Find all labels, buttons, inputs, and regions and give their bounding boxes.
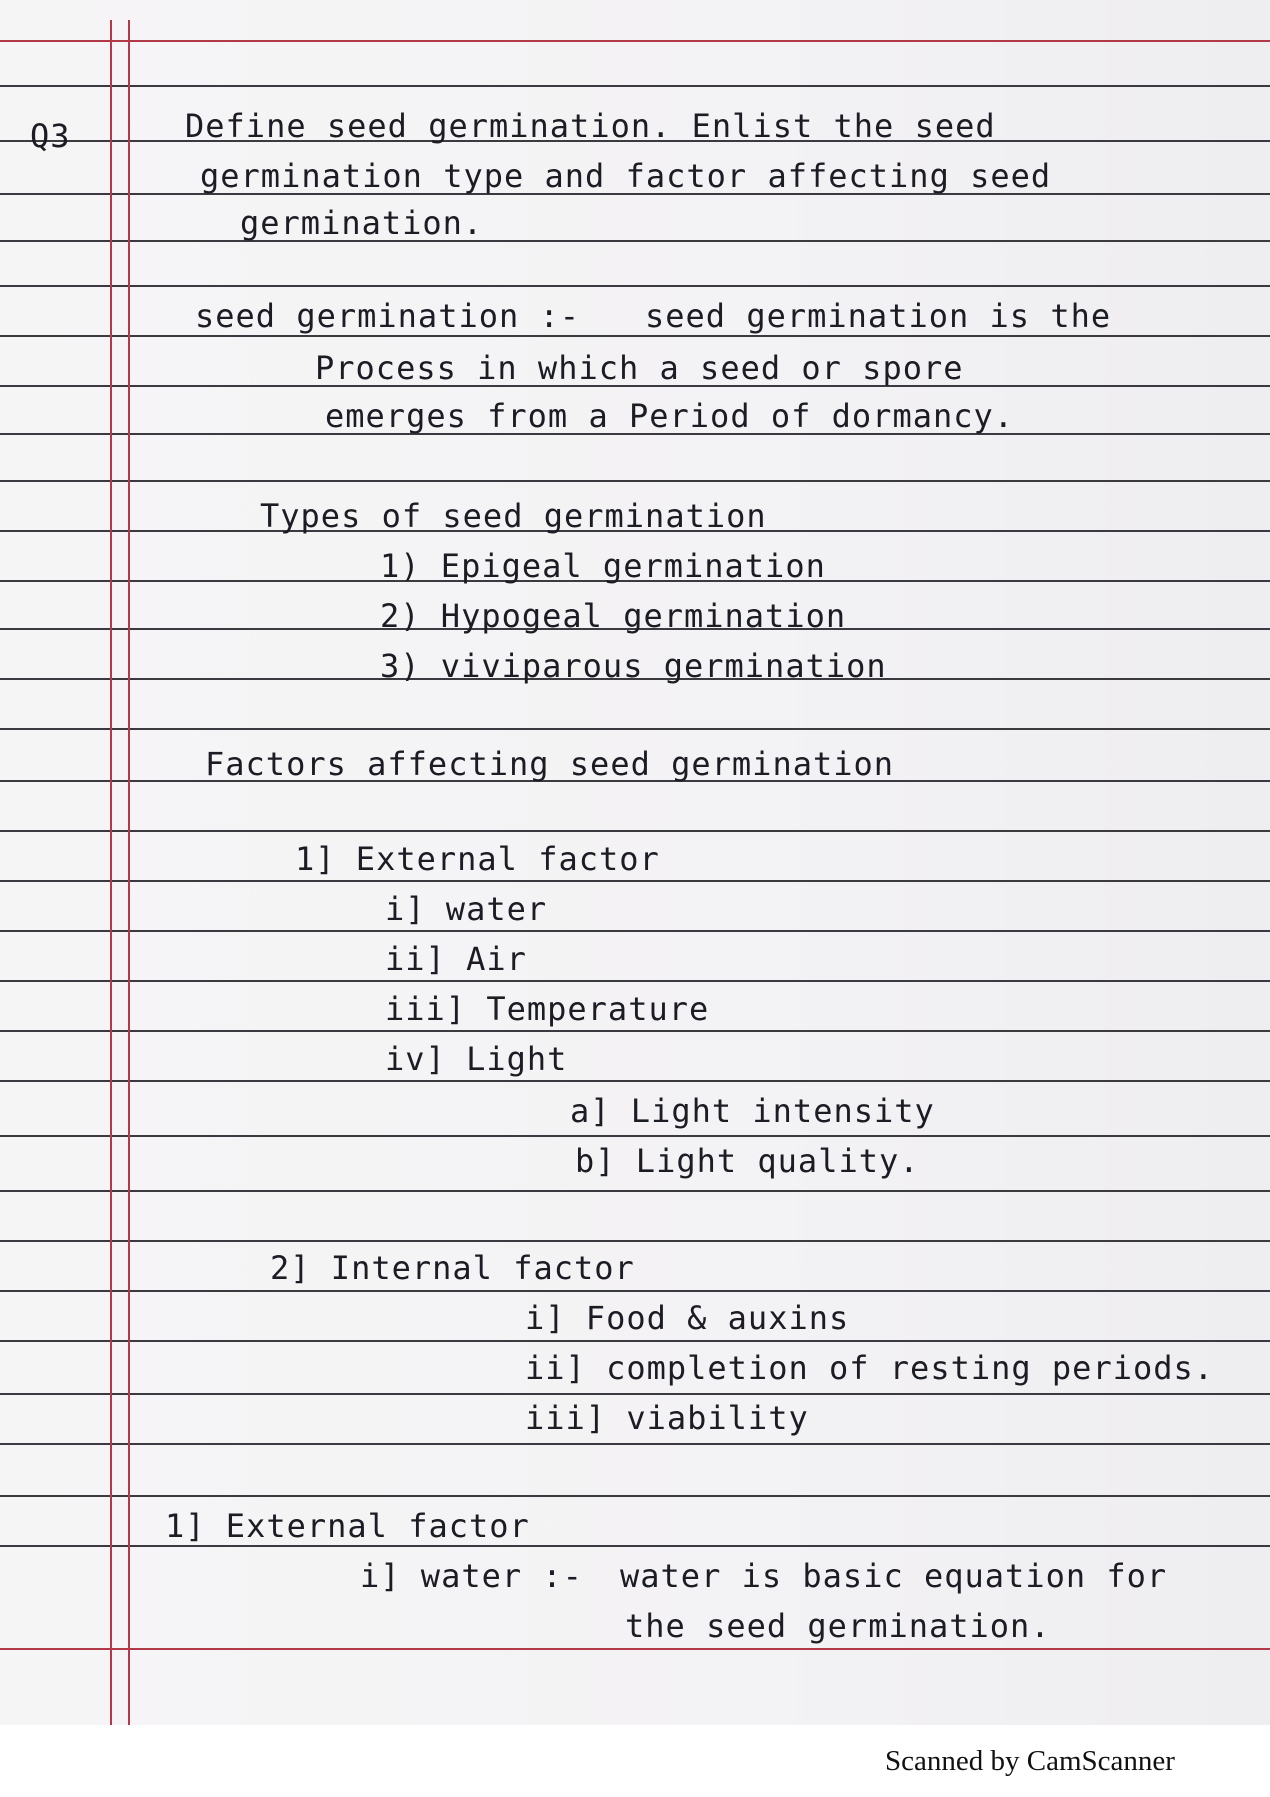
water-text-line2: the seed germination. (625, 1607, 1051, 1645)
external-item-3: iii] Temperature (385, 990, 710, 1028)
types-heading: Types of seed germination (260, 497, 767, 535)
light-subitem-2: b] Light quality. (575, 1142, 920, 1180)
internal-heading: 2] Internal factor (270, 1249, 635, 1287)
definition-heading: seed germination :- (195, 297, 581, 335)
types-item-2: 2) Hypogeal germination (380, 597, 847, 635)
types-item-3: 3) viviparous germination (380, 647, 887, 685)
external-heading: 1] External factor (295, 840, 660, 878)
water-label: i] water :- (360, 1557, 583, 1595)
definition-line1: seed germination is the (645, 297, 1112, 335)
external-item-1: i] water (385, 890, 548, 928)
question-prompt-line1: Define seed germination. Enlist the seed (185, 107, 996, 145)
definition-line3: emerges from a Period of dormancy. (325, 397, 1015, 435)
question-number: Q3 (30, 117, 71, 155)
factors-heading: Factors affecting seed germination (205, 745, 895, 783)
internal-item-1: i] Food & auxins (525, 1299, 850, 1337)
water-text-line1: water is basic equation for (620, 1557, 1168, 1595)
question-prompt-line2: germination type and factor affecting seed (200, 157, 1052, 195)
scanner-watermark: Scanned by CamScanner (885, 1745, 1175, 1777)
external-item-4: iv] Light (385, 1040, 568, 1078)
light-subitem-1: a] Light intensity (570, 1092, 935, 1130)
internal-item-3: iii] viability (525, 1399, 809, 1437)
definition-line2: Process in which a seed or spore (315, 349, 964, 387)
internal-item-2: ii] completion of resting periods. (525, 1349, 1215, 1387)
section-external-heading: 1] External factor (165, 1507, 530, 1545)
question-prompt-line3: germination. (240, 204, 484, 242)
external-item-2: ii] Air (385, 940, 527, 978)
types-item-1: 1) Epigeal germination (380, 547, 826, 585)
